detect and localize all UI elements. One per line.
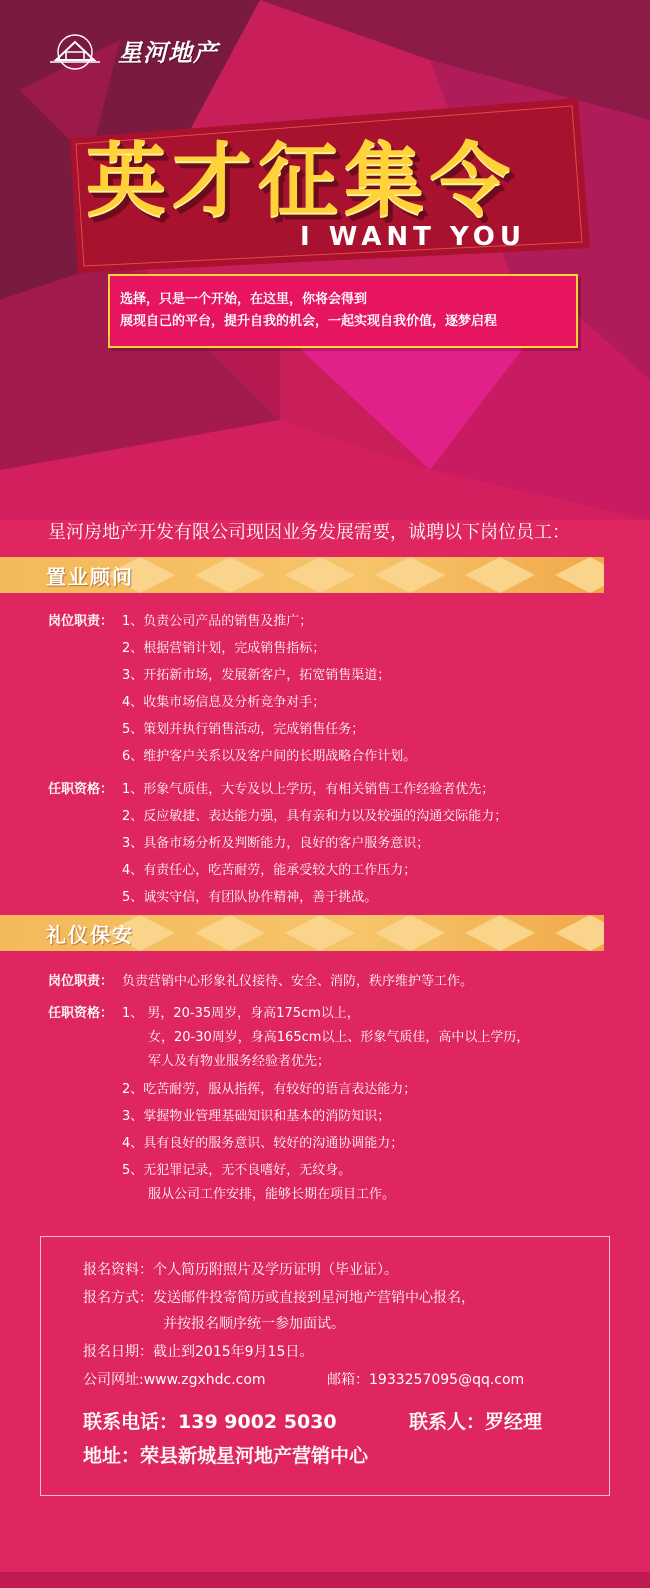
intro-text: 星河房地产开发有限公司现因业务发展需要，诚聘以下岗位员工：	[48, 522, 570, 543]
date-line: 报名日期：截止到2015年9月15日。	[83, 1344, 314, 1360]
section-title-security: 礼仪保安	[46, 923, 134, 947]
tagline-box	[108, 274, 578, 348]
req-item: 5、诚实守信，有团队协作精神，善于挑战。	[122, 890, 378, 905]
email-link[interactable]: 邮箱：1933257095@qq.com	[327, 1372, 525, 1388]
hero-title-cn: 英才征集令	[86, 134, 516, 227]
duty-label-sales: 岗位职责：	[48, 614, 114, 629]
req-item: 军人及有物业服务经验者优先；	[148, 1054, 331, 1069]
duty-item: 6、维护客户关系以及客户间的长期战略合作计划。	[122, 749, 417, 764]
method-line-2: 并按报名顺序统一参加面试。	[163, 1316, 345, 1332]
brand-name: 星河地产	[118, 38, 218, 67]
req-item: 1、形象气质佳，大专及以上学历，有相关销售工作经验者优先；	[122, 782, 495, 797]
address-line: 地址：荣县新城星河地产营销中心	[83, 1445, 369, 1467]
req-item: 3、掌握物业管理基础知识和基本的消防知识；	[122, 1109, 391, 1124]
footer-bar	[0, 1572, 650, 1588]
contact-box	[40, 1236, 610, 1496]
duty-label-security: 岗位职责：	[48, 974, 114, 989]
req-item: 服从公司工作安排，能够长期在项目工作。	[148, 1187, 396, 1202]
duty-item: 4、收集市场信息及分析竞争对手；	[122, 695, 326, 710]
duty-item: 1、负责公司产品的销售及推广；	[122, 614, 313, 629]
brand-logo	[42, 30, 218, 70]
req-item: 4、具有良好的服务意识、较好的沟通协调能力；	[122, 1136, 404, 1151]
req-item: 5、无犯罪记录，无不良嗜好，无纹身。	[122, 1163, 352, 1178]
duty-item: 3、开拓新市场，发展新客户，拓宽销售渠道；	[122, 668, 391, 683]
section-bar-sales	[0, 557, 604, 593]
req-label-security: 任职资格：	[48, 1006, 114, 1021]
req-item: 3、具备市场分析及判断能力，良好的客户服务意识；	[122, 836, 430, 851]
req-item: 1、 男，20-35周岁，身高175cm以上，	[122, 1006, 360, 1021]
section-title-sales: 置业顾问	[46, 565, 134, 589]
duty-item: 2、根据营销计划，完成销售指标；	[122, 641, 326, 656]
method-line-1: 报名方式：发送邮件投寄简历或直接到星河地产营销中心报名，	[83, 1290, 475, 1306]
tagline-line-1: 选择，只是一个开始，在这里，你将会得到	[120, 292, 368, 307]
materials-line: 报名资料：个人简历附照片及学历证明（毕业证）。	[83, 1262, 398, 1278]
req-item: 2、反应敏捷、表达能力强，具有亲和力以及较强的沟通交际能力；	[122, 809, 508, 824]
req-item: 2、吃苦耐劳，服从指挥，有较好的语言表达能力；	[122, 1082, 417, 1097]
req-item: 女，20-30周岁，身高165cm以上、形象气质佳，高中以上学历，	[148, 1030, 530, 1045]
duty-item: 5、策划并执行销售活动，完成销售任务；	[122, 722, 365, 737]
website-link[interactable]: 公司网址:www.zgxhdc.com	[83, 1372, 266, 1388]
duty-item: 负责营销中心形象礼仪接待、安全、消防，秩序维护等工作。	[122, 974, 474, 989]
tagline-line-2: 展现自己的平台，提升自我的机会，一起实现自我价值，逐梦启程	[120, 314, 498, 329]
hero-title-en: I WANT YOU	[300, 222, 527, 252]
section-bar-security	[0, 915, 604, 951]
req-label-sales: 任职资格：	[48, 782, 114, 797]
house-logo-icon	[42, 30, 108, 70]
contact-person: 联系人：罗经理	[409, 1411, 543, 1433]
req-item: 4、有责任心，吃苦耐劳，能承受较大的工作压力；	[122, 863, 417, 878]
phone-line[interactable]: 联系电话：139 9002 5030	[83, 1411, 337, 1433]
